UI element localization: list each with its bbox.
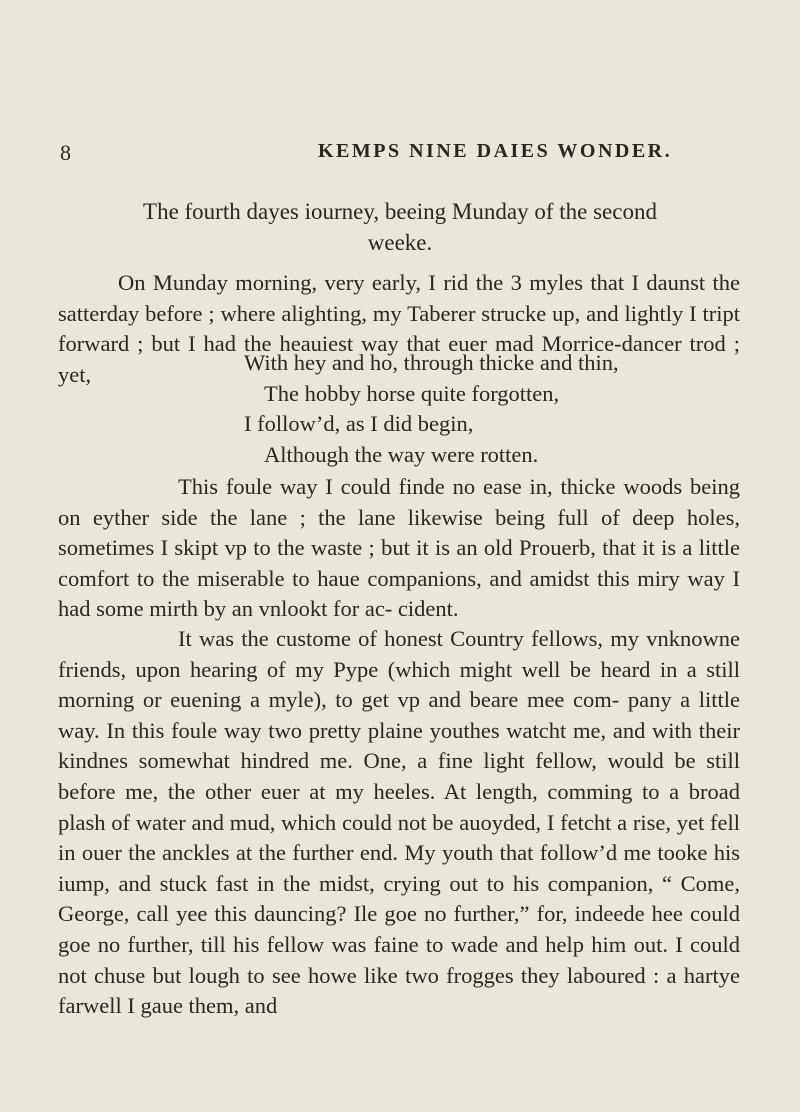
section-heading-line-2: weeke. [367,230,433,255]
verse-line-4: Although the way were rotten. [264,441,539,467]
verse-line-2: The hobby horse quite forgotten, [264,380,560,406]
paragraph-1-text: On Munday morning, very early, I rid the 3 myles that I daunst the satterday before ; where alighting, my Taberer strucke up, and lightly I tript forward ; but I had the heauiest way that euer mad Morrice-dancer trod ; yet, [58,270,740,387]
section-heading-line-1: The fourth dayes iourney, beeing Munday of the second [143,199,657,224]
section-heading [100,196,700,258]
paragraph-2-text: This foule way I could finde no ease in, thicke woods being on eyther side the lane ; the lane likewise being full of deep holes, sometimes I skipt vp to the waste ; but it is an old Prouerb, that it is a little comfort to the miserable to haue companions, and amidst this miry way I had some mirth by an vnlookt for ac- cident. [58,474,740,622]
verse-line-3: I follow’d, as I did begin, [244,411,474,436]
verse [244,348,664,470]
verse-line-1: With hey and ho, through thicke and thin, [244,350,619,375]
paragraph-2 [58,472,740,625]
page-number: 8 [60,140,71,165]
running-title: KEMPS NINE DAIES WONDER. [318,140,673,162]
running-head [60,140,740,170]
paragraph-3-text: It was the custome of honest Country fellows, my vnknowne friends, upon hearing of my Pype (which might well be heard in a still morning or euening a myle), to get vp and beare mee com- pany a little way. In this foule way two pretty plaine youthes watcht me, and with their kindnes somewhat hindred me. One, a fine light fellow, would be still before me, the other euer at my heeles. At length, comming to a broad plash of water and mud, which could not be auoyded, I fetcht a rise, yet fell in ouer the anckles at the further end. My youth that follow’d me tooke his iump, and stuck fast in the midst, crying out to his companion, “ Come, George, call yee this dauncing? Ile goe no further,” for, indeede hee could goe no further, till his fellow was faine to wade and help him out. I could not chuse but lough to see howe like two frogges they laboured : a hartye farwell I gaue them, and [58,626,740,1019]
paragraph-3 [58,624,740,1022]
